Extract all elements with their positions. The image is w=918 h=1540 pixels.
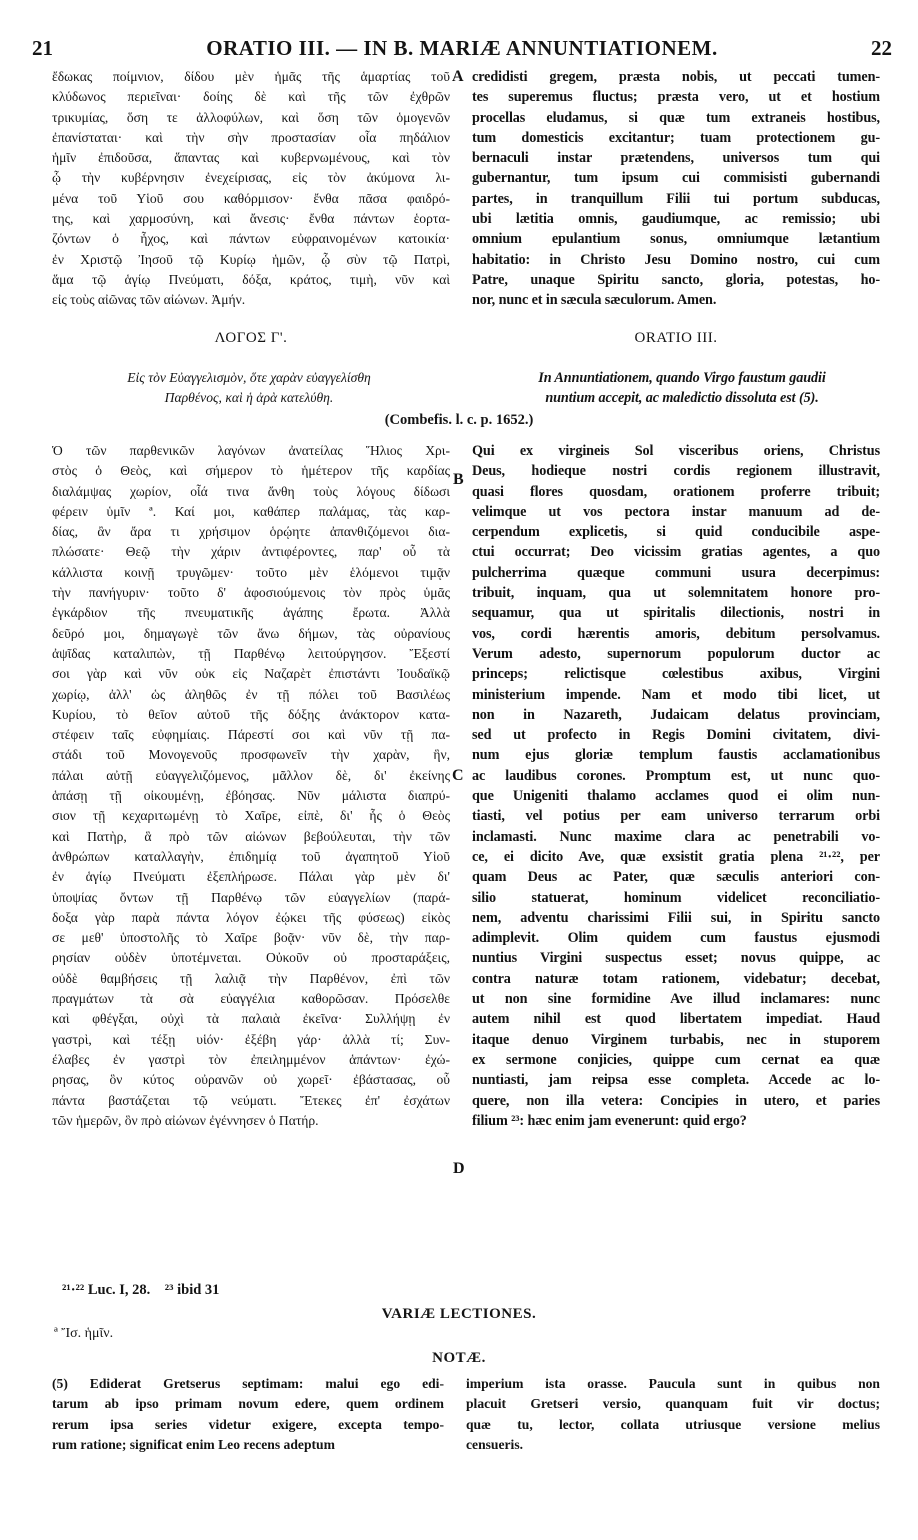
greek-text-line: ἐν ἁγίῳ Πνεύματι ἐξεπλήρωσε. Πάλαι γὰρ μὲν δι' bbox=[52, 869, 450, 885]
latin-text-line: filium ²³: hæc enim jam evenerunt: quid ergo? bbox=[472, 1112, 747, 1129]
running-head bbox=[32, 36, 892, 66]
greek-text-line: δοξα γὰρ παρὰ πάντα λόγον ἐῴκει τῆς φύσεως) εἰκὸς bbox=[52, 909, 450, 925]
latin-text-line: ctui occurrat; Deo vicissim gratias agentes, a quo bbox=[472, 544, 880, 561]
latin-subtitle-line: nuntium accepit, ac maledictio dissoluta est (5). bbox=[545, 390, 819, 407]
latin-text-line: num ejus gloriæ templum faustis acclamationibus bbox=[472, 747, 880, 764]
margin-marker-a: A bbox=[452, 68, 464, 85]
latin-text-line: tes superemus fluctus; præsta vero, ut et hostium bbox=[472, 89, 880, 106]
latin-text-line: habitatio: in Christo Jesu Domino nostro, cui cum bbox=[472, 251, 880, 268]
latin-text-line: procellas eludamus, si quæ tum extraneis hostibus, bbox=[472, 109, 880, 126]
latin-text-line: adimplevit. Olim quidem cum faustus ejusmodi bbox=[472, 930, 880, 947]
latin-text-line: nem, adventu charissimi Filii sui, in Spiritu sancto bbox=[472, 909, 880, 926]
latin-text-line: nor, nunc et in sæcula sæculorum. Amen. bbox=[472, 292, 717, 309]
greek-text-line: διαλάμψας χωρίον, οἷά τινα ἄνθη τοὺς λόγους δίδωσι bbox=[52, 483, 450, 499]
latin-text-line: non in Nazareth, Judaicam delatus provinciam, bbox=[472, 706, 880, 723]
running-title: ORATIO III. — IN B. MARIÆ ANNUNTIATIONEM. bbox=[206, 36, 718, 60]
greek-text-line: οὐδὲ θαμβήσεις τῇ λαλιᾷ τὴν Παρθένον, ἐπὶ τῶν bbox=[52, 970, 450, 986]
note-text-line: censueris. bbox=[466, 1436, 524, 1452]
greek-text-line: πάλαι αὐτῇ εὐαγγελιζόμενος, μᾶλλον δὲ, δι' ἐκείνης bbox=[52, 767, 450, 783]
greek-text-line: τὴν πανήγυριν· τοῦτο δ' ἀφοσιούμενοις τὸν πρὸς ὑμᾶς bbox=[52, 585, 450, 601]
latin-text-line: Deus, hodieque nostri cordis regionem illustravit, bbox=[472, 463, 880, 480]
latin-text-line: que Unigeniti thalamo acclames quod ei olim nun- bbox=[472, 788, 880, 805]
latin-text-line: tum domesticis excitantur; tuam protectionem gu- bbox=[472, 129, 880, 146]
greek-text-line: Κυρίου, τὸ θεῖον αὐτοῦ τῆς δόξης ἀνάκτορον κατα- bbox=[52, 706, 450, 722]
latin-text-line: ex sermone conjicies, quippe cum cernat ea quæ bbox=[472, 1051, 880, 1068]
greek-text-line: στέφειν ταῖς εὐφημίαις. Πάρεστί σοι καὶ νῦν τῇ πα- bbox=[52, 727, 450, 743]
latin-text-line: partes, in tranquillum Filii tui portum subducas, bbox=[472, 190, 880, 207]
greek-text-line: καὶ φθέγξαι, οὐχὶ τὰ παλαιὰ ἐκεῖνα· Συλλήψῃ ἐν bbox=[52, 1011, 450, 1027]
source-reference: (Combefis. l. c. p. 1652.) bbox=[384, 412, 534, 428]
greek-text-line: σε μεθ' ὑποστολῆς τὸ Χαῖρε βοᾷν· νῦν δὲ, τὴν παρ- bbox=[52, 930, 450, 946]
top-latin-column bbox=[472, 67, 880, 311]
latin-text-line: pulcherrima quæque communi usura decerpimus: bbox=[472, 564, 880, 581]
note-text-line: tarum ab ipso primam novum edere, quem ordinem bbox=[52, 1396, 444, 1412]
margin-marker-c: C bbox=[452, 767, 464, 784]
latin-heading: ORATIO III. bbox=[634, 330, 718, 346]
latin-text-line: contra naturæ totam rationem, videbatur; decebat, bbox=[472, 970, 880, 987]
latin-text-line: tribuit, inquam, qua ut solemnitatem honore pro- bbox=[472, 585, 880, 602]
greek-text-line: καὶ Πατὴρ, ἃ πρὸ τῶν αἰώνων βεβούλευται, τὴν τῶν bbox=[52, 828, 450, 844]
latin-text-line: autem nihil est quod libertatem impediat. Haud bbox=[472, 1011, 880, 1028]
latin-text-line: gubernantur, tum ipsum cui commisisti gubernandi bbox=[472, 170, 880, 187]
margin-marker-b: B bbox=[453, 471, 464, 488]
greek-text-line: τρικυμίας, ὅση τε ἀλλοφύλων, καὶ ὅση τῶν ὁμογενῶν bbox=[52, 109, 450, 125]
latin-text-line: ce, ei dicito Ave, quæ exsistit gratia plena ²¹·²², per bbox=[472, 848, 880, 865]
note-text-line: placuit Gretseri versio, quanquam fuit vir doctus; bbox=[466, 1396, 880, 1412]
note-text-line: quæ tu, lector, collata utriusque versione melius bbox=[466, 1416, 880, 1432]
note-text-line: imperium ista orasse. Paucula sunt in quibus non bbox=[466, 1376, 880, 1391]
greek-text-line: κλύδωνος περιεῖναι· δοίης δὲ καὶ τῆς τῶν ἐχθρῶν bbox=[52, 89, 450, 105]
latin-text-line: inclamasti. Nunc maxime clara ac penetrabili vo- bbox=[472, 828, 880, 845]
scripture-references: ²¹·²² Luc. I, 28. ²³ ibid 31 bbox=[62, 1282, 220, 1298]
greek-subtitle-line: Εἰς τὸν Εὐαγγελισμὸν, ὅτε χαρὰν εὐαγγελίσθη bbox=[127, 370, 371, 385]
greek-text-line: σοι γὰρ καὶ νῦν οὐκ εἰς Ναζαρὲτ ἐπιστάντι Ἰουδαϊκῷ bbox=[52, 666, 450, 682]
greek-text-line: ἐπανίσταται· καὶ τὴν σὴν προστασίαν οἷα πηδάλιον bbox=[52, 129, 450, 145]
greek-text-line: δεῦρό μοι, δημαγωγὲ τῶν ἄνω δήμων, τὰς οὐρανίους bbox=[52, 625, 450, 641]
latin-text-line: ac laudibus corones. Promptum est, ut nunc quo- bbox=[472, 767, 880, 784]
greek-text-line: ρησας, ὃν κύτος οὐρανῶν οὐ χωρεῖ· ἐβάστασας, οὗ bbox=[52, 1072, 450, 1088]
greek-text-line: ἐν Χριστῷ Ἰησοῦ τῷ Κυρίῳ ἡμῶν, ᾧ σὺν τῷ Πατρὶ, bbox=[52, 251, 450, 267]
greek-subtitle-line: Παρθένος, καὶ ἡ ἀρὰ κατελύθη. bbox=[164, 390, 334, 406]
latin-text-line: ubi lætitia omnis, gaudiumque, ac remissio; ubi bbox=[472, 211, 880, 228]
latin-text-line: Verum adesto, supernorum populorum ductor ac bbox=[472, 645, 880, 662]
latin-text-line: velimque ut vos pectora instar manuum ad de- bbox=[472, 503, 880, 520]
latin-text-line: nuntiasti, jam reipsa esse completa. Accede ac lo- bbox=[472, 1072, 880, 1089]
greek-text-line: φέρειν ὑμῖν ª. Καί μοι, καθάπερ παλάμας, τὰς καρ- bbox=[52, 503, 450, 519]
greek-text-line: κάλλιστα κοινῇ τρυγῶμεν· τοῦτο μὲν ἑλόμενοι τιμᾷν bbox=[52, 564, 450, 580]
greek-text-line: ἡμῖν ἐπιδοῦσα, ἅπαντας καὶ κυβερνωμένους, καὶ τὸν bbox=[52, 150, 450, 166]
latin-text-line: nuntius Virgini suspectus esset; novus quippe, ac bbox=[472, 950, 880, 967]
notae-heading: NOTÆ. bbox=[432, 1350, 486, 1366]
note-text-line: rum ratione; significat enim Leo recens adeptum bbox=[52, 1436, 335, 1452]
greek-text-line: μένα τοῦ Υἱοῦ σου καθόρμισον· ἔνθα πᾶσα φαιδρό- bbox=[52, 190, 450, 206]
latin-text-line: quam Deus ac Pater, quæ sæculis anteriori con- bbox=[472, 869, 880, 886]
latin-text-line: sequamur, qua ut spiritalis dilectionis, nostri in bbox=[472, 605, 880, 622]
variae-lectiones-text: ª Ἴσ. ἡμῖν. bbox=[54, 1326, 114, 1341]
variae-lectiones-heading: VARIÆ LECTIONES. bbox=[381, 1306, 537, 1322]
greek-text-line: ὑποψίας ὄντων τῇ Παρθένῳ τῶν εὐαγγελίων (παρά- bbox=[52, 889, 450, 905]
latin-text-line: credidisti gregem, præsta nobis, ut peccati tumen- bbox=[472, 69, 880, 85]
latin-subtitle-line: In Annuntiationem, quando Virgo faustum gaudii bbox=[538, 370, 826, 386]
note-text-line: rerum ipsa series videtur exigere, excepta tempo- bbox=[52, 1416, 444, 1432]
greek-text-line: τῶν ἡμερῶν, ὃν πρὸ αἰώνων ἐγέννησεν ὁ Πατήρ. bbox=[52, 1112, 319, 1128]
greek-text-line: ἀνθρώπων καταλλαγὴν, ἐπιδημίᾳ τοῦ ἀγαπητοῦ Υἱοῦ bbox=[52, 848, 450, 864]
latin-text-line: itaque denuo Virginem turbabis, nec in stuporem bbox=[472, 1031, 880, 1048]
greek-text-line: γαστρὶ, καὶ τέξῃ υἱόν· ἐξέβη γάρ· ἀλλὰ τί; Συν- bbox=[52, 1031, 450, 1047]
latin-text-line: princeps; relictisque cœlestibus axibus, Virgini bbox=[472, 666, 880, 683]
latin-text-line: cerpendum explicetis, si quid conducibile aspe- bbox=[472, 524, 880, 541]
notae-left-column bbox=[52, 1374, 444, 1455]
main-latin-column bbox=[472, 441, 880, 1131]
latin-text-line: vos, cordi hærentis amoris, debitum persolvamus. bbox=[472, 625, 880, 642]
latin-text-line: silio statuerat, hominum videlicet reconciliatio- bbox=[472, 889, 880, 906]
greek-text-line: πλώσατε· Θεῷ τὴν χάριν ἀντιφέροντες, παρ' οὗ τὰ bbox=[52, 544, 450, 560]
latin-text-line: ministerium impende. Nam et modo tibi licet, ut bbox=[472, 686, 880, 703]
latin-text-line: quasi flores quosdam, orationem proferre tribuit; bbox=[472, 483, 880, 500]
latin-text-line: ut non sine formidine Ave illud inclamares: nunc bbox=[472, 991, 880, 1008]
greek-text-line: εἰς τοὺς αἰῶνας τῶν αἰώνων. Ἀμήν. bbox=[52, 292, 246, 308]
latin-text-line: quere, non illa vetera: Concipies in utero, et paries bbox=[472, 1092, 880, 1109]
greek-text-line: δίας, ἂν ἄρα τι χρήσιμον ὁρῴητε ἀπανθιζόμενοι δια- bbox=[52, 524, 450, 540]
latin-text-line: bernaculi instar prætendens, universos tum qui bbox=[472, 150, 880, 167]
greek-text-line: της, καὶ χαρμοσύνη, καὶ ἄνεσις· ἔνθα πάντων ἑορτα- bbox=[52, 211, 450, 227]
greek-text-line: ἀψῖδας καταλιπὼν, τῇ Παρθένῳ λειτούργησον. Ἔξεστί bbox=[52, 645, 450, 661]
page-number-right: 22 bbox=[871, 36, 892, 60]
margin-marker-d: D bbox=[453, 1160, 465, 1177]
top-greek-column bbox=[52, 67, 450, 311]
latin-text-line: omnium epulantium sonus, omniumque lætantium bbox=[472, 231, 880, 248]
greek-text-line: πάντα βαστάζεται τῷ νεύματι. Ἔτεκες ἐπ' ἐσχάτων bbox=[52, 1092, 450, 1108]
main-greek-column bbox=[52, 441, 450, 1131]
greek-text-line: σιον τῇ κεχαριτωμένῃ τὸ Χαῖρε, εἰπὲ, δι' ἧς ὁ Θεὸς bbox=[52, 808, 450, 824]
greek-text-line: ζόντων ὁ ἦχος, καὶ πάντων εὐφραινομένων κατοικία· bbox=[52, 231, 450, 247]
notae-right-column bbox=[466, 1374, 880, 1455]
greek-text-line: ἐγκάρδιον τῆς πνευματικῆς ἀγάπης ἔρωτα. Ἀλλὰ bbox=[52, 605, 450, 621]
greek-text-line: ἔδωκας ποίμνιον, δίδου μὲν ἡμᾶς τῆς ἁμαρτίας τοῦ bbox=[52, 69, 450, 84]
latin-subtitle bbox=[472, 368, 892, 409]
latin-text-line: sed ut profecto in Regis Domini civitatem, divi- bbox=[472, 727, 880, 744]
greek-text-line: χωρίῳ, ἀλλ' ὡς ἀληθῶς ἐν τῇ πόλει τοῦ Βασιλέως bbox=[52, 686, 450, 702]
greek-text-line: ἅμα τῷ ἁγίῳ Πνεύματι, δόξα, κράτος, τιμὴ, νῦν καὶ bbox=[52, 271, 450, 287]
greek-text-line: ἁπάσῃ τῇ οἰκουμένῃ, ἐβόησας. Νῦν μάλιστα διαπρύ- bbox=[52, 788, 450, 804]
latin-text-line: Patre, unaque Spiritu sancto, gloria, potestas, ho- bbox=[472, 271, 880, 288]
greek-text-line: Ὁ τῶν παρθενικῶν λαγόνων ἀνατείλας Ἥλιος Χρι- bbox=[52, 443, 450, 458]
latin-text-line: Qui ex virgineis Sol visceribus oriens, Christus bbox=[472, 443, 880, 459]
latin-text-line: tiasti, vel potius per eam universo terrarum orbi bbox=[472, 808, 880, 825]
greek-subtitle bbox=[40, 368, 458, 409]
greek-text-line: στὸς ὁ Θεὸς, καὶ σήμερον τὸ ἡμέτερον τῆς καρδίας bbox=[52, 463, 450, 479]
greek-text-line: ρησίαν οὐδὲν ὑποτέμνεται. Οὐκοῦν οὐ προσταράξεις, bbox=[52, 950, 450, 966]
greek-heading: ΛΟΓΟΣ Γ'. bbox=[214, 330, 288, 346]
greek-text-line: έλαβες ἐν γαστρὶ τὸν ἐπειλημμένον ἁπάντων· ἐχώ- bbox=[52, 1051, 450, 1067]
note-text-line: (5) Ediderat Gretserus septimam: malui ego edi- bbox=[52, 1376, 444, 1391]
page-number-left: 21 bbox=[32, 36, 53, 60]
greek-text-line: ᾧ τὴν κυβέρνησιν ἐνεχείρισας, εἰς τὸν ἀκύμονα λι- bbox=[52, 170, 450, 186]
greek-text-line: πραγμάτων τὰ σὰ εὐαγγέλια καθορῶσαν. Πρόσελθε bbox=[52, 991, 450, 1007]
greek-text-line: στάδι τοῦ Μονογενοῦς προσφωνεῖν τὴν χαρὰν, ἣν, bbox=[52, 747, 450, 763]
